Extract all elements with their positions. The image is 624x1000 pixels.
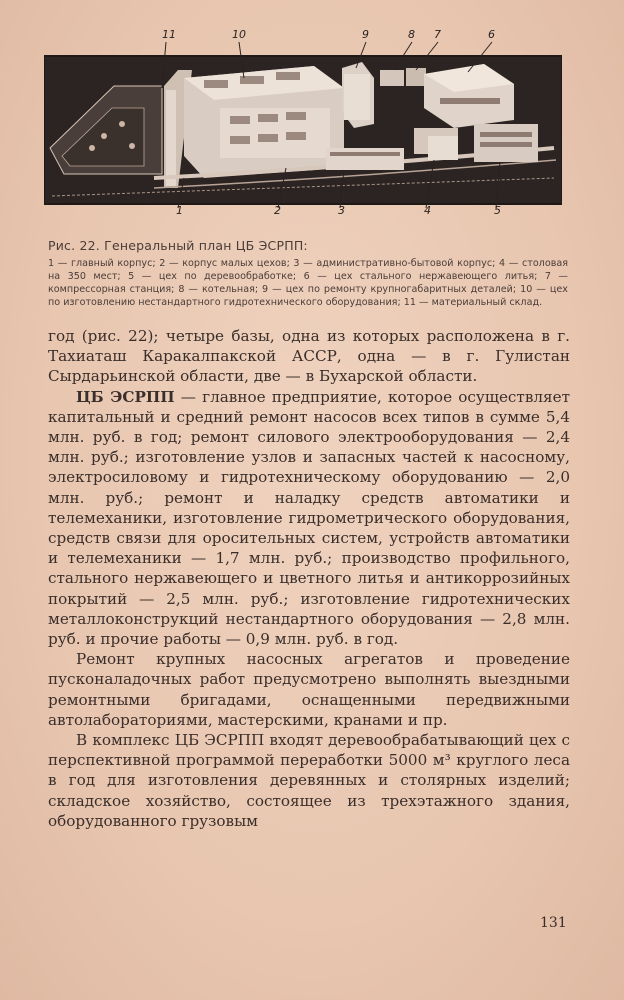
callout-label: 4 (424, 204, 431, 217)
site-plan-figure (44, 28, 562, 218)
callout-label: 5 (494, 204, 501, 217)
callout-label: 3 (338, 204, 345, 217)
paragraph-rest: — главное предприятие, которое осуществляет капитальный и средний ремонт насосов всех типов в сумме 5,4 млн. руб. в год; ремонт силового электрооборудования — 2,4 млн. руб.; изготовление узлов и запасных частей к насосному, электросиловому и гидротехническому оборудованию — 2,0 млн. руб.; ремонт и наладку средств автоматики и телемеханики, изготовление гидрометрического оборудования, средств связи для оросительных систем, устройств автоматики и телемеханики — 1,7 млн. руб.; производство профильного, стального нержавеющего и цветного литья и антикоррозийных покрытий — 2,5 млн. руб.; изготовление гидротехнических металлоконструкций нестандартного оборудования — 2,8 млн. руб. и прочие работы — 0,9 млн. руб. в год. (48, 387, 571, 649)
body-text (48, 326, 570, 831)
callout-label: 7 (434, 28, 441, 41)
paragraph: год (рис. 22); четыре базы, одна из которых расположена в г. Тахиаташ Каракалпакской АССР, одна — в г. Гулистан Сырдарьинской области, две — в Бухарской области. (48, 327, 570, 386)
paragraph-lead: ЦБ ЭСРПП (76, 387, 175, 406)
paragraph: В комплекс ЦБ ЭСРПП входят деревообрабатывающий цех с перспективной программой переработки 5000 м³ круглого леса в год для изготовления деревянных и столярных изделий; складское хозяйство, состоящее из трехэтажного здания, оборудованного грузовым (48, 731, 570, 830)
figure-callouts (44, 28, 562, 218)
figure-caption-title: Рис. 22. Генеральный план ЦБ ЭСРПП: (48, 238, 308, 253)
callout-label: 9 (362, 28, 369, 41)
paragraph: Ремонт крупных насосных агрегатов и проведение пусконаладочных работ предусмотрено выполнять выездными ремонтными бригадами, оснащенными передвижными автолабораториями, мастерскими, кранами и пр. (48, 650, 570, 729)
callout-label: 11 (162, 28, 176, 41)
callout-label: 2 (274, 204, 281, 217)
page-number: 131 (540, 915, 567, 931)
callout-label: 8 (408, 28, 415, 41)
figure-caption-legend: 1 — главный корпус; 2 — корпус малых цехов; 3 — административно-бытовой корпус; 4 — столовая на 350 мест; 5 — цех по деревообработке; 6 — цех стального нержавеющего литья; 7 — компрессорная станция; 8 — котельная; 9 — цех по ремонту крупногабаритных деталей; 10 — цех по изготовлению нестандартного гидротехнического оборудования; 11 — материальный склад. (48, 258, 568, 308)
callout-label: 10 (232, 28, 246, 41)
callout-label: 1 (176, 204, 183, 217)
callout-label: 6 (488, 28, 495, 41)
paragraph (48, 387, 570, 650)
